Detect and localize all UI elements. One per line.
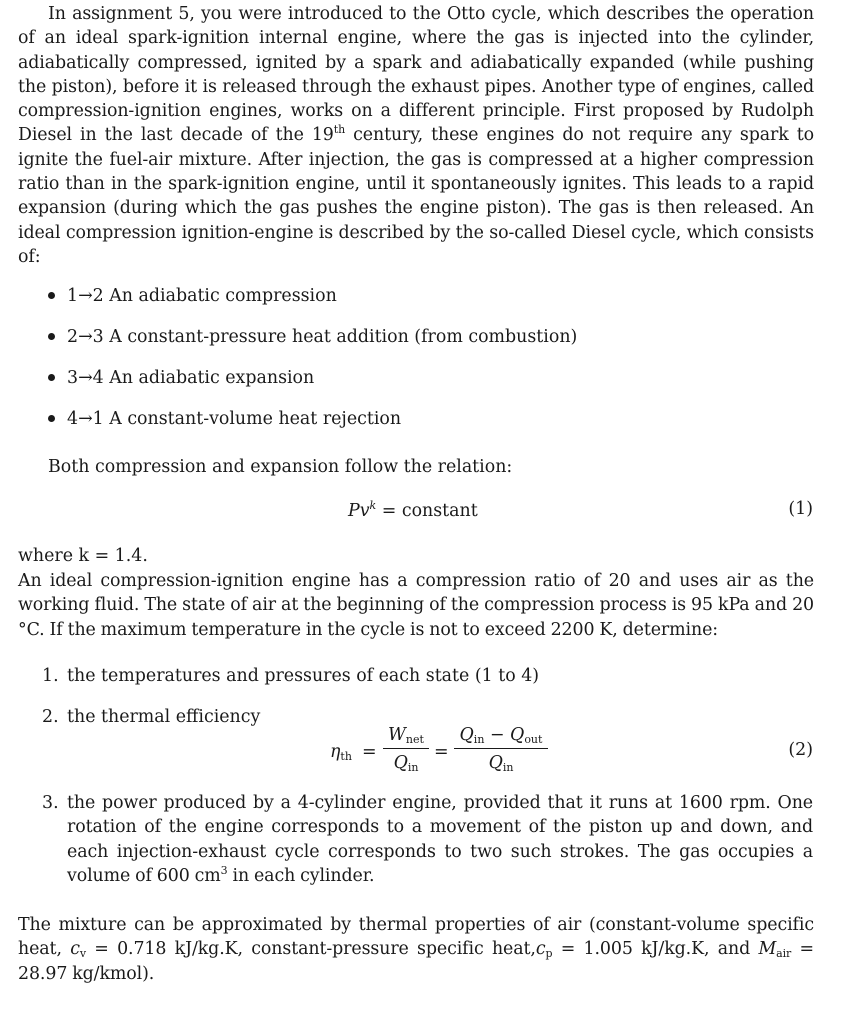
- task-3-text-a: the power produced by a 4-cylinder engine, provided that it runs at 1600 rpm. One rotation of the engine corresponds to a movement of the piston up and down, and each injection-exhaust cycle corresponds to two such strokes. The gas occupies a volume of 600 cm: [67, 793, 813, 886]
- relation-intro: Both compression and expansion follow the relation:: [48, 457, 513, 477]
- bullet-icon: [48, 374, 55, 381]
- eq2-f1-numerator: [383, 724, 429, 746]
- problem-paragraph: An ideal compression-ignition engine has a compression ratio of 20 and uses air as the working fluid. The state of air at the beginning of the compression process is 95 kPa and 20 °C. If the maximum temperature in the cycle is not to exceed 2200 K, determine:: [18, 571, 814, 640]
- intro-text-2: century, these engines do not require any spark to ignite the fuel-air mixture. After injection, the gas is compressed at a higher compression ratio than in the spark-ignition engine, until it spontaneously ignites. This leads to a rapid expansion (during which the gas pushes the engine piston). The gas is then released. An ideal compression ignition-engine is described by the so-called Diesel cycle, which consists of:: [18, 125, 814, 267]
- bullet-icon: [48, 415, 55, 422]
- eq2-f1-num-var: W: [388, 725, 406, 745]
- bullet-icon: [48, 333, 55, 340]
- cv-symbol: c: [70, 939, 80, 960]
- eq2-f2-denominator: [454, 752, 548, 774]
- where-line: where k = 1.4.: [18, 546, 148, 566]
- equation-1-number: (1): [788, 499, 813, 519]
- task-3-text-b: in each cylinder.: [227, 865, 375, 886]
- intro-paragraph: [18, 2, 814, 269]
- eq2-f2-num-b-sub: out: [524, 733, 543, 746]
- intro-sup-th: th: [333, 123, 346, 137]
- eq1-rhs: = constant: [376, 501, 478, 521]
- eq2-fraction-1: [383, 724, 429, 774]
- cp-symbol: c: [535, 939, 546, 960]
- task-1-label: 1.: [42, 666, 59, 686]
- eq2-f2-num-b: Q: [510, 725, 525, 745]
- eq2-eta-sub: th: [340, 750, 352, 763]
- eq1-exponent: k: [369, 499, 377, 512]
- closing-text-a: The mixture can be approximated by thermal properties of air (constant-volume specific heat,: [18, 915, 814, 960]
- eq2-f1-den-sub: in: [407, 761, 419, 774]
- eq2-fraction-2: [454, 724, 548, 774]
- cycle-step-text: 2→3 A constant-pressure heat addition (from combustion): [67, 327, 578, 347]
- cv-sub: v: [79, 947, 86, 961]
- bullet-icon: [48, 292, 55, 299]
- task-2-label: 2.: [42, 707, 59, 727]
- eq2-eta: [330, 740, 352, 764]
- eq2-eta-symbol: η: [330, 742, 341, 762]
- fraction-bar: [454, 748, 548, 749]
- equation-1: [348, 499, 478, 523]
- eq2-f2-den-sub: in: [502, 761, 514, 774]
- task-2-text: the thermal efficiency: [67, 707, 261, 727]
- eq1-lhs: Pv: [348, 501, 370, 521]
- eq2-f1-den-var: Q: [393, 753, 408, 773]
- eq2-equals-1: =: [362, 742, 377, 762]
- closing-paragraph: [18, 913, 814, 986]
- eq2-f2-numerator: [454, 724, 548, 746]
- task-3-label: 3.: [42, 793, 59, 813]
- intro-text-1: In assignment 5, you were introduced to the Otto cycle, which describes the operation of an ideal spark-ignition internal engine, where the gas is injected into the cylinder, adiabatically compressed, ignited by a spark and adiabatically expanded (while pushing the piston), before it is released through the exhaust pipes. Another type of engines, called compression-ignition engines, works on a different principle. First proposed by Rudolph Diesel in the last decade of the 19: [18, 4, 814, 146]
- task-1-text: the temperatures and pressures of each state (1 to 4): [67, 666, 540, 686]
- task-3-text: [67, 791, 813, 888]
- fraction-bar: [383, 748, 429, 749]
- cycle-step-text: 3→4 An adiabatic expansion: [67, 368, 315, 388]
- cycle-step-text: 1→2 An adiabatic compression: [67, 286, 337, 306]
- closing-text-b: = 0.718 kJ/kg.K, constant-pressure specific heat,: [85, 939, 536, 960]
- task-3-sup: 3: [220, 863, 228, 877]
- closing-text-d: = 28.97 kg/kmol).: [18, 939, 815, 984]
- eq2-f1-num-sub: net: [405, 733, 424, 746]
- eq2-minus: −: [484, 725, 511, 745]
- eq2-f2-num-a: Q: [459, 725, 474, 745]
- cp-sub: p: [545, 947, 553, 961]
- eq2-equals-2: =: [434, 742, 449, 762]
- eq2-f2-num-a-sub: in: [473, 733, 485, 746]
- equation-2-number: (2): [788, 740, 813, 760]
- mair-symbol: M: [758, 939, 777, 960]
- cycle-step-text: 4→1 A constant-volume heat rejection: [67, 409, 402, 429]
- eq2-f2-den-var: Q: [488, 753, 503, 773]
- eq2-f1-denominator: [383, 752, 429, 774]
- closing-text-c: = 1.005 kJ/kg.K, and: [552, 939, 759, 960]
- mair-sub: air: [776, 947, 792, 961]
